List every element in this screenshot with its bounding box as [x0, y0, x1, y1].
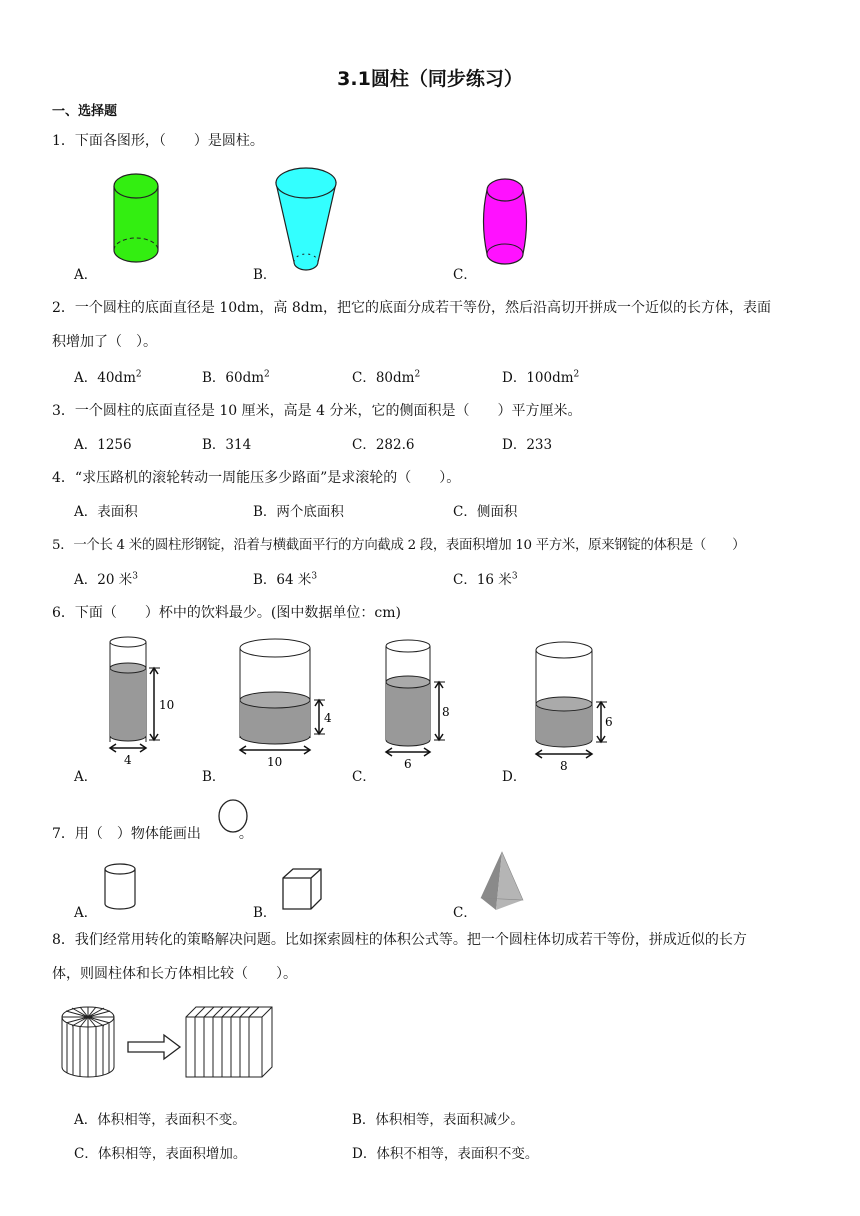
option-a[interactable]: A．: [74, 769, 98, 785]
option-c[interactable]: C．侧面积: [453, 504, 518, 520]
option-a[interactable]: A．$40dm^2$: [74, 369, 142, 386]
option-a[interactable]: A．20 米$^3$: [74, 571, 138, 588]
question-2-line-2: 积增加了（ ）。: [52, 334, 157, 350]
option-c[interactable]: C．: [352, 769, 376, 785]
cup-c-width-label: 6: [404, 757, 412, 771]
option-c[interactable]: C．$80dm^2$: [352, 369, 421, 386]
cup-c-figure: [384, 636, 464, 772]
question-5: [52, 534, 745, 553]
page-title: 3.1圆柱（同步练习）: [337, 68, 523, 90]
question-7: 7．用（ ）物体能画出 。: [52, 826, 253, 842]
cup-d-height-label: 6: [605, 715, 613, 729]
option-a[interactable]: A．1256: [74, 437, 132, 453]
question-text: 我们经常用转化的策略解决问题。比如探索圆柱的体积公式等。把一个圆柱体切成若干等份，拼成近似的长方: [74, 932, 747, 948]
option-b[interactable]: B．$60dm^2$: [202, 369, 270, 386]
q1-figure-c-magenta-barrel: [484, 176, 526, 270]
question-number: 6．: [52, 605, 75, 621]
question-text: 一个长 4 米的圆柱形钢锭，沿着与横截面平行的方向截成 2 段，表面积增加 10 平方米，原来钢锭的体积是（ ）: [73, 538, 746, 553]
option-d[interactable]: D．233: [502, 437, 553, 453]
cup-a-width-label: 4: [124, 753, 132, 767]
option-d[interactable]: D．体积不相等，表面积不变。: [352, 1146, 539, 1162]
option-a[interactable]: A．表面积: [74, 504, 138, 520]
question-text: 用（ ）物体能画出: [74, 826, 201, 842]
question-number: 8．: [52, 932, 75, 948]
q7-figure-b-cube: [280, 866, 324, 912]
option-a[interactable]: A．体积相等，表面积不变。: [74, 1112, 246, 1128]
question-number: 2．: [52, 300, 75, 316]
option-b[interactable]: B．: [253, 267, 277, 283]
question-text: 下面各图形，（ ）是圆柱。: [74, 133, 264, 149]
cup-d-width-label: 8: [560, 759, 568, 773]
option-b[interactable]: B．体积相等，表面积减少。: [352, 1112, 524, 1128]
question-2-line-1: [52, 297, 771, 317]
option-c[interactable]: C．16 米$^3$: [453, 571, 518, 588]
cup-b-width-label: 10: [267, 755, 283, 769]
section-heading: 一、选择题: [52, 104, 118, 119]
q7-figure-a-cylinder: [102, 862, 138, 912]
cup-a-height-label: 10: [159, 698, 175, 712]
cup-d-figure: [534, 636, 624, 772]
option-c[interactable]: C．282.6: [352, 437, 415, 453]
question-number: 5．: [52, 538, 74, 553]
q8-cylinder-to-cuboid-figure: [58, 1003, 278, 1083]
option-d[interactable]: D．: [502, 769, 527, 785]
question-8-line-2: 体，则圆柱体和长方体相比较（ ）。: [52, 966, 297, 982]
cup-a-figure: [106, 634, 186, 770]
q7-figure-c-pyramid: [478, 850, 526, 912]
option-b[interactable]: B．两个底面积: [253, 504, 344, 520]
cup-b-height-label: 4: [324, 711, 332, 725]
question-number: 7．: [52, 826, 75, 842]
option-c[interactable]: C．: [453, 905, 477, 921]
option-b[interactable]: B．64 米$^3$: [253, 571, 318, 588]
question-number: 4．: [52, 470, 75, 486]
circle-icon: [216, 797, 250, 835]
question-text: 一个圆柱的底面直径是 10 厘米，高是 4 分米，它的侧面积是（ ）平方厘米。: [74, 403, 582, 419]
q1-figure-a-green-cylinder: [112, 172, 160, 268]
option-a[interactable]: A．: [74, 267, 98, 283]
q1-figure-b-cyan-cone-frustum: [274, 166, 338, 276]
question-1: [52, 130, 264, 150]
question-8-line-1: [52, 929, 747, 949]
option-c[interactable]: C．: [453, 267, 477, 283]
cup-b-figure: [238, 634, 338, 770]
cup-c-height-label: 8: [442, 705, 450, 719]
question-number: 1．: [52, 133, 75, 149]
question-text: 一个圆柱的底面直径是 10dm，高 8dm，把它的底面分成若干等份，然后沿高切开拼成一个近似的长方体，表面: [74, 300, 772, 316]
question-4: [52, 467, 460, 487]
question-3: [52, 400, 581, 420]
option-d[interactable]: D．$100dm^2$: [502, 369, 580, 386]
option-b[interactable]: B．314: [202, 437, 252, 453]
option-a[interactable]: A．: [74, 905, 98, 921]
option-b[interactable]: B．: [202, 769, 226, 785]
question-6: [52, 602, 401, 622]
question-text: “求压路机的滚轮转动一周能压多少路面”是求滚轮的（ ）。: [74, 470, 461, 486]
question-number: 3．: [52, 403, 75, 419]
option-b[interactable]: B．: [253, 905, 277, 921]
option-c[interactable]: C．体积相等，表面积增加。: [74, 1146, 247, 1162]
question-text: 下面（ ）杯中的饮料最少。(图中数据单位：cm): [74, 605, 401, 621]
